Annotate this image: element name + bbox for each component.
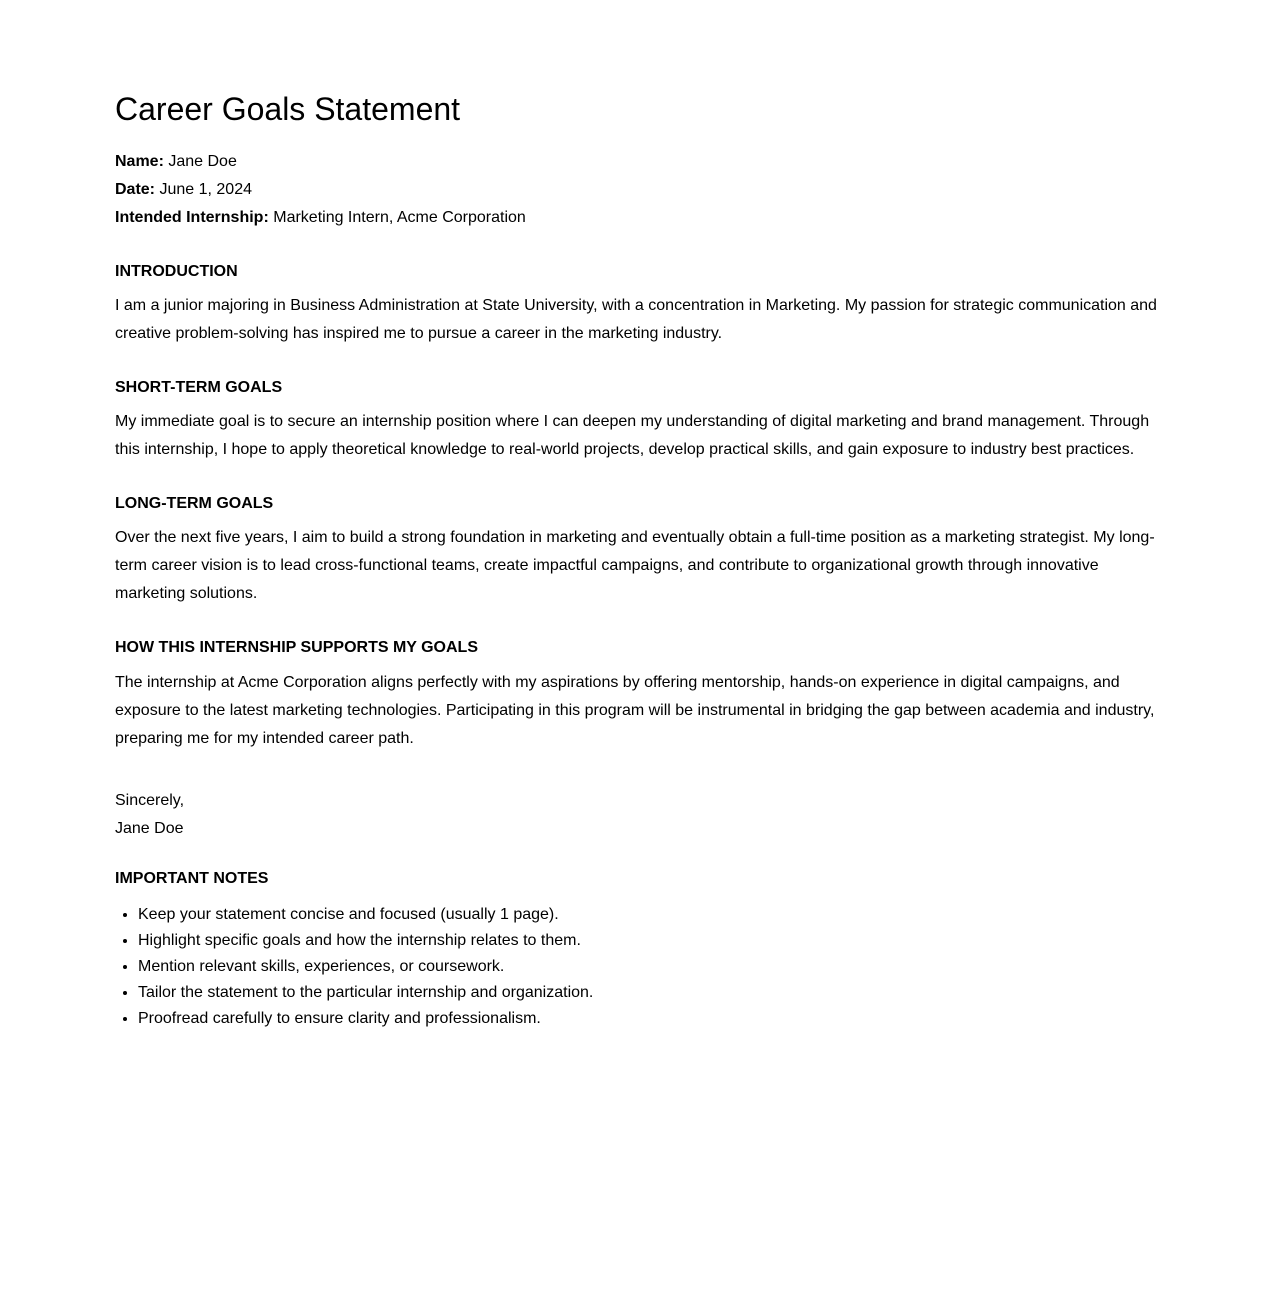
meta-internship-value: Marketing Intern, Acme Corporation — [273, 208, 526, 226]
section-short-term-goals — [115, 378, 1160, 464]
meta-date-label: Date: — [115, 180, 156, 198]
section-heading: HOW THIS INTERNSHIP SUPPORTS MY GOALS — [115, 639, 478, 657]
notes-heading: IMPORTANT NOTES — [115, 869, 269, 887]
signature-name: Jane Doe — [115, 819, 184, 837]
section-body: My immediate goal is to secure an internship position where I can deepen my understanding of digital marketing and brand management. Through this internship, I hope to apply theoretical knowledge to real-world projects, develop practical skills, and gain exposure to industry best practices. — [115, 413, 1150, 459]
list-item: • Keep your statement concise and focused (usually 1 page). — [138, 902, 1160, 928]
meta-line-internship — [115, 204, 1160, 232]
list-item: • Mention relevant skills, experiences, or coursework. — [138, 954, 1160, 980]
section-long-term-goals — [115, 494, 1160, 608]
signature-block — [115, 787, 1160, 843]
meta-name-label: Name: — [115, 152, 164, 170]
meta-block — [115, 148, 1160, 232]
list-item: • Tailor the statement to the particular internship and organization. — [138, 980, 1160, 1006]
meta-line-date — [115, 176, 1160, 204]
list-item: • Proofread carefully to ensure clarity and professionalism. — [138, 1006, 1160, 1032]
section-heading: LONG-TERM GOALS — [115, 495, 274, 513]
section-important-notes — [115, 869, 1160, 1032]
meta-date-value: June 1, 2024 — [159, 180, 252, 198]
signature-closing: Sincerely, — [115, 791, 185, 809]
meta-name-value: Jane Doe — [168, 152, 237, 170]
section-introduction — [115, 262, 1160, 348]
section-heading: INTRODUCTION — [115, 262, 238, 280]
section-body: Over the next five years, I aim to build a strong foundation in marketing and eventually obtain a full-time position as a marketing strategist. My long-term career vision is to lead cross-functional teams, create impactful campaigns, and contribute to organizational growth through innovative marketing solutions. — [115, 529, 1155, 603]
meta-line-name — [115, 148, 1160, 176]
page-title: Career Goals Statement — [115, 91, 461, 127]
section-internship-supports-goals — [115, 638, 1160, 752]
section-heading: SHORT-TERM GOALS — [115, 378, 283, 396]
section-body: The internship at Acme Corporation aligns perfectly with my aspirations by offering mentorship, hands-on experience in digital campaigns, and exposure to the latest marketing technologies. Participating in this program will be instrumental in bridging the gap between academia and industry, preparing me for my intended career path. — [115, 673, 1155, 747]
notes-list — [115, 902, 1160, 1032]
list-item: • Highlight specific goals and how the internship relates to them. — [138, 928, 1160, 954]
section-body: I am a junior majoring in Business Administration at State University, with a concentration in Marketing. My passion for strategic communication and creative problem-solving has inspired me to pursue a career in the marketing industry. — [115, 296, 1157, 342]
meta-internship-label: Intended Internship: — [115, 208, 269, 226]
